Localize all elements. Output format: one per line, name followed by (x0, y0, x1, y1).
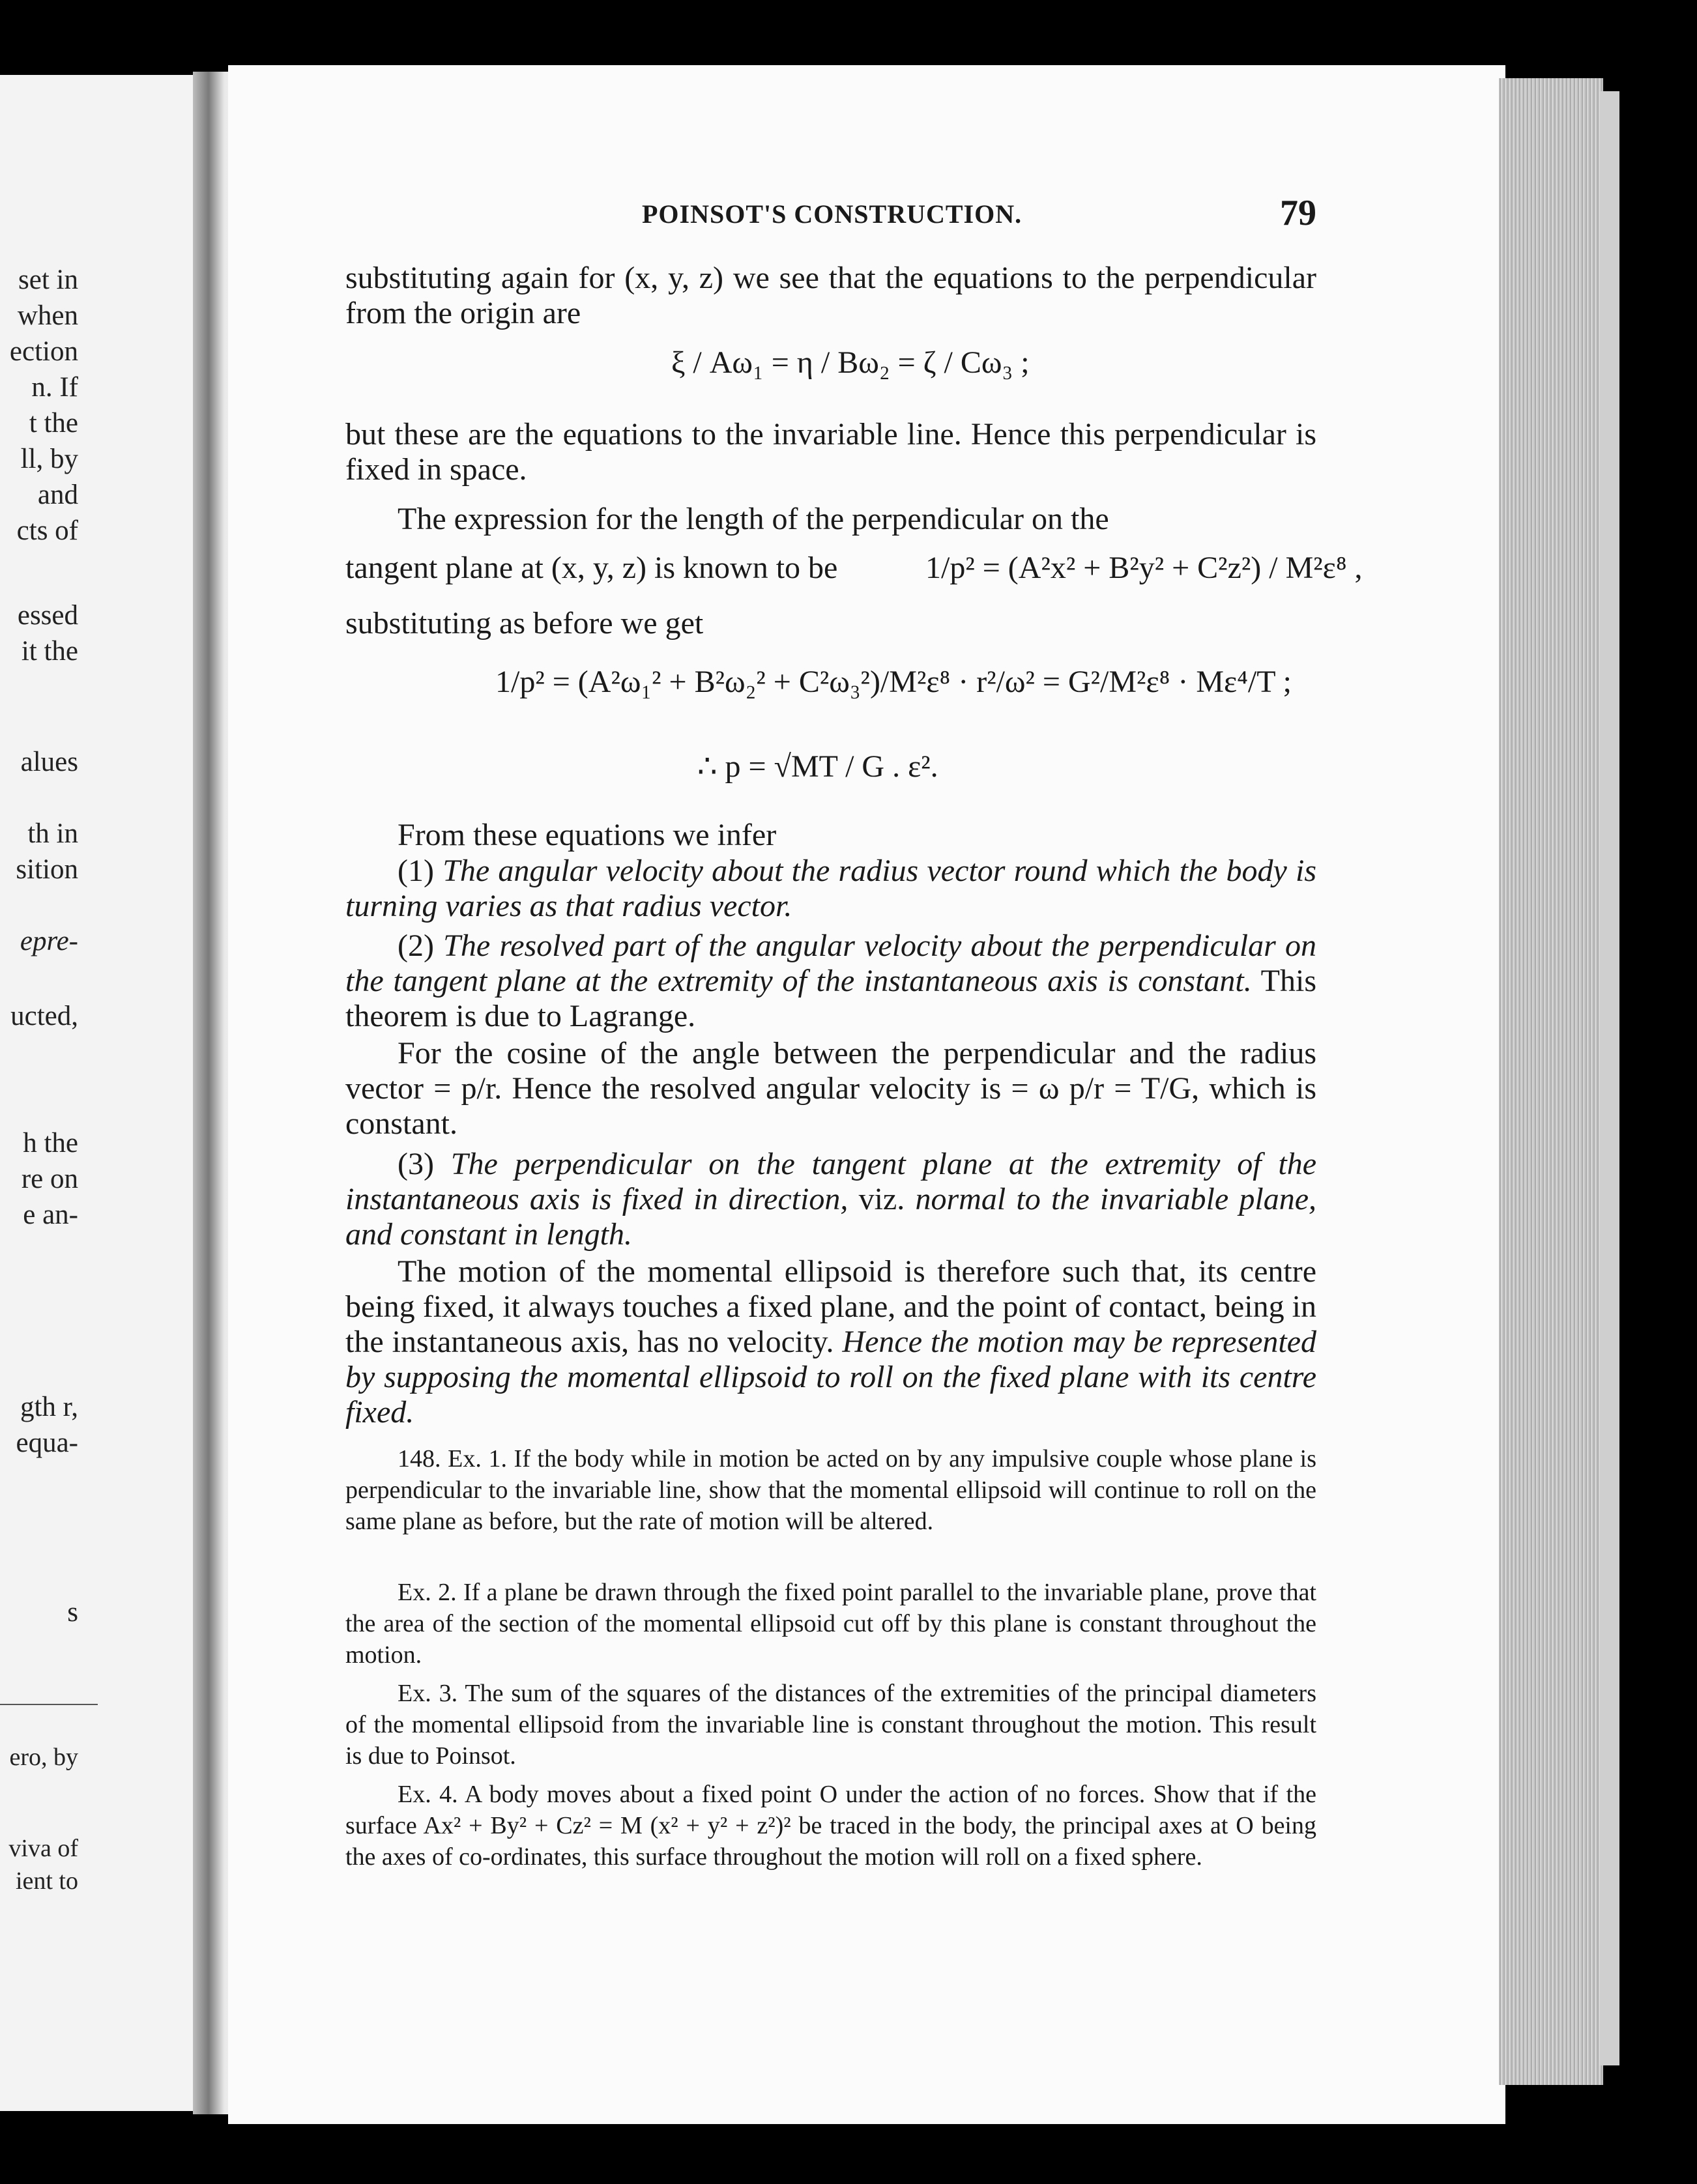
conclusion-italic: Hence the motion may be represented by supposing the momental ellipsoid to roll on the fixed plane with its centre fixed. (345, 1325, 1317, 1430)
left-fragment: sition (16, 854, 78, 885)
paragraph (345, 1254, 1316, 1430)
left-fragment: th in (27, 818, 78, 849)
left-fragment: equa- (16, 1428, 78, 1458)
paragraph: From these equations we infer (398, 818, 777, 852)
theorem-text: The angular velocity about the radius vector round which the body is turning varies as that radius vector. (345, 854, 1317, 923)
left-fragment: ient to (15, 1867, 78, 1895)
theorem-3 (345, 1147, 1316, 1252)
footnote-rule (0, 1704, 98, 1705)
left-fragment: and (37, 480, 78, 510)
left-fragment: it the (21, 636, 78, 667)
left-fragment: essed (17, 600, 78, 631)
left-fragment: re on (21, 1164, 78, 1194)
paragraph: but these are the equations to the invariable line. Hence this perpendicular is fixed in space. (345, 417, 1316, 487)
page-edges (1499, 78, 1603, 2085)
conclusion-text: The motion of the momental ellipsoid is therefore such that, its centre being fixed, it always touches a fixed plane, and the point of contact, being in the instantaneous axis, has no velocity. (345, 1254, 1316, 1359)
paragraph: The expression for the length of the perpendicular on the (398, 502, 1109, 536)
theorem-note: This theorem is due to Lagrange. (345, 964, 1316, 1033)
left-fragment: epre- (20, 926, 78, 956)
left-fragment: viva of (8, 1835, 78, 1862)
theorem-1 (345, 854, 1316, 924)
exercise-2: Ex. 2. If a plane be drawn through the fixed point parallel to the invariable plane, prove that the area of the section of the momental ellipsoid cut off by this plane is constant throughout the motion. (345, 1579, 1316, 1669)
theorem-label: (2) (398, 928, 434, 963)
viz: viz. (858, 1182, 905, 1216)
equation-invariable-line: ξ / Aω₁ = η / Bω₂ = ζ / Cω₃ ; (671, 345, 1030, 380)
exercise-4: Ex. 4. A body moves about a fixed point O under the action of no forces. Show that if the surface Ax² + By² + Cz² = M (x² + y² + z²)² be traced in the body, the principal axes at O being the axes of co-ordinates, this surface throughout the motion will roll on a fixed sphere. (345, 1781, 1316, 1871)
theorem-text: normal to the invariable plane, and constant in length. (345, 1182, 1317, 1252)
left-fragment: ucted, (10, 1001, 78, 1031)
paragraph: substituting again for (x, y, z) we see that the equations to the perpendicular from the origin are (345, 261, 1316, 330)
theorem-label: (1) (398, 854, 434, 888)
left-fragment: s (67, 1597, 78, 1628)
paragraph: substituting as before we get (345, 606, 704, 640)
page-number: 79 (1280, 193, 1316, 233)
exercise-1: 148. Ex. 1. If the body while in motion be acted on by any impulsive couple whose plane is perpendicular to the invariable line, show that the momental ellipsoid will continue to roll on the same plane as before, but the rate of motion will be altered. (345, 1445, 1316, 1535)
paragraph: tangent plane at (x, y, z) is known to be (345, 551, 838, 585)
equation-substitution: 1/p² = (A²ω₁² + B²ω₂² + C²ω₃²)/M²ε⁸ · r²/ω² = G²/M²ε⁸ · Mε⁴/T ; (495, 665, 1292, 699)
left-fragment: alues (20, 747, 78, 777)
previous-page (0, 75, 209, 2111)
paragraph: For the cosine of the angle between the perpendicular and the radius vector = p/r. Hence the resolved angular velocity is = ω p/r = T/G, which is constant. (345, 1036, 1316, 1141)
theorem-2 (345, 928, 1316, 1034)
left-fragment: ection (9, 336, 78, 367)
left-fragment: cts of (16, 515, 78, 546)
left-fragment: when (17, 300, 78, 331)
left-fragment: e an- (23, 1200, 78, 1230)
page-edges-outer (1600, 91, 1619, 2065)
left-fragment: h the (23, 1128, 78, 1158)
theorem-text: The resolved part of the angular velocity about the perpendicular on the tangent plane at the extremity of the instantaneous axis is constant. (345, 928, 1317, 998)
equation-perpendicular-length: 1/p² = (A²x² + B²y² + C²z²) / M²ε⁸ , (925, 551, 1363, 585)
theorem-label: (3) (398, 1147, 434, 1181)
left-fragment: ll, by (20, 444, 78, 474)
left-fragment: gth r, (20, 1392, 78, 1422)
left-fragment: n. If (31, 372, 78, 403)
equation-p: ∴ p = √MT / G . ε². (697, 749, 938, 784)
left-fragment: set in (18, 265, 78, 295)
left-fragment: t the (29, 408, 78, 438)
left-fragment: ero, by (9, 1744, 78, 1771)
running-head (345, 193, 1316, 238)
running-title: POINSOT'S CONSTRUCTION. (642, 199, 1023, 229)
theorem-text: The perpendicular on the tangent plane at the extremity of the instantaneous axis is fixed in direction, (345, 1147, 1316, 1216)
exercise-3: Ex. 3. The sum of the squares of the distances of the extremities of the principal diameters of the momental ellipsoid from the invariable line is constant throughout the motion. This result is due to Poinsot. (345, 1680, 1316, 1770)
